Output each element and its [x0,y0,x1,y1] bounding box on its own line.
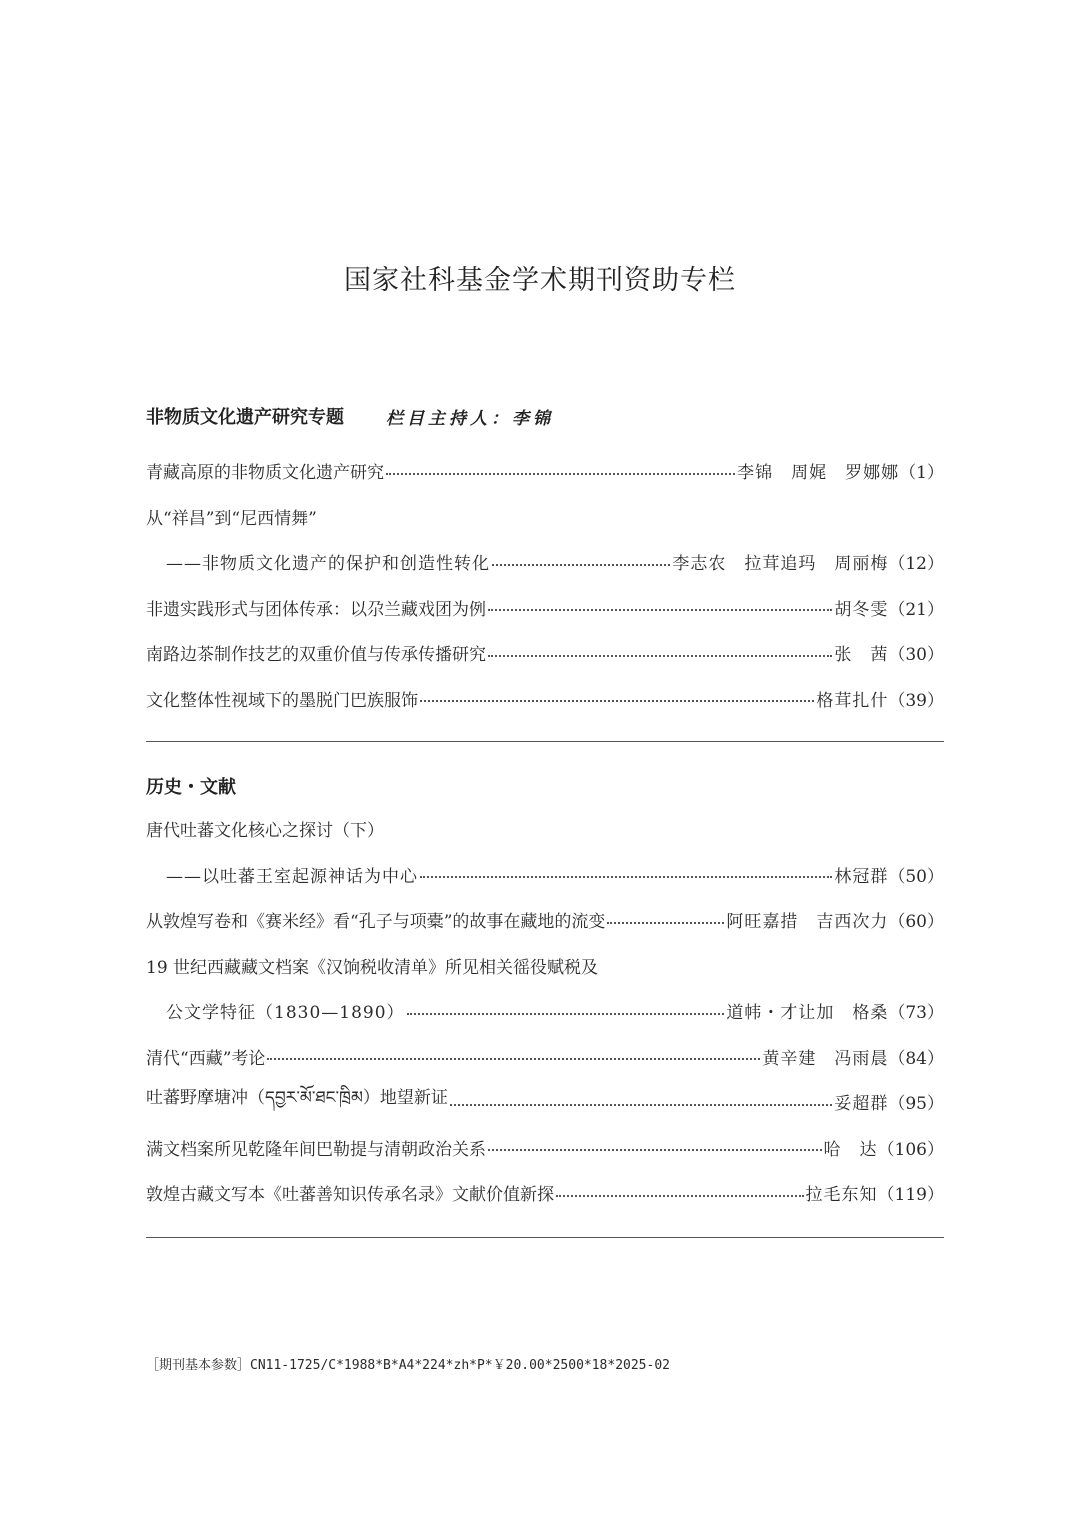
entry-title: 青藏高原的非物质文化遗产研究 [146,463,384,484]
dot-leader [488,655,832,657]
toc-entry-subtitle[interactable] [146,852,944,898]
section-heading-row [146,766,944,806]
toc-entry-subtitle[interactable] [146,539,944,585]
entry-title: 非遗实践形式与团体传承：以尕兰藏戏团为例 [146,599,486,620]
toc-entry[interactable] [146,1034,944,1080]
entry-authors: 道帏・才让加 格桑 [726,1003,889,1024]
entry-title: 敦煌古藏文写本《吐蕃善知识传承名录》文献价值新探 [146,1185,554,1206]
dot-leader [407,1013,725,1015]
toc-entry[interactable] [146,585,944,631]
toc-entry[interactable] [146,943,944,989]
dot-leader [450,1104,832,1106]
entry-title: 吐蕃野摩塘冲（དབྱར་མོ་ཐང་ཁྲིམ）地望新证 [146,1087,448,1108]
journal-parameters: ［期刊基本参数］CN11-1725/C*1988*B*A4*224*zh*P*￥20.00*2500*18*2025-02 [146,1358,670,1373]
entry-title: 19 世纪西藏藏文档案《汉饷税收清单》所见相关徭役赋税及 [146,957,599,978]
toc-entry[interactable] [146,494,944,540]
entry-title: 南路边茶制作技艺的双重价值与传承传播研究 [146,645,486,666]
dot-leader [488,1149,822,1151]
dot-leader [488,609,832,611]
section-heading-row [146,396,944,436]
entry-authors: 黄辛建 冯雨晨 [762,1048,889,1069]
dot-leader [267,1058,760,1060]
toc-entry[interactable] [146,448,944,494]
entry-title: 文化整体性视域下的墨脱门巴族服饰 [146,690,418,711]
dot-leader [492,564,670,566]
section-host: 栏目主持人：李锦 [386,408,554,429]
dot-leader [420,700,814,702]
toc-entry[interactable] [146,1170,944,1216]
entry-page: （119） [877,1185,944,1206]
entry-authors: 拉毛东知 [805,1185,878,1206]
section-divider [146,741,944,742]
entry-title: 清代“西藏”考论 [146,1048,266,1069]
entry-page: （106） [877,1139,944,1160]
section-divider [146,1237,944,1238]
entry-authors: 张 茜 [834,645,889,666]
dot-leader [420,876,832,878]
section-heading: 非物质文化遗产研究专题 [146,407,344,428]
dot-leader [556,1195,804,1197]
entry-page: （73） [888,1003,944,1024]
entry-page: （95） [888,1094,944,1115]
dot-leader [607,922,724,924]
section-intangible-heritage [146,396,944,721]
entry-authors: 格茸扎什 [816,690,889,711]
entry-title: ——非物质文化遗产的保护和创造性转化 [166,554,490,575]
entry-page: （30） [888,645,944,666]
section-history-documents [146,766,944,1216]
entry-page: （39） [888,690,944,711]
dot-leader [386,473,735,475]
toc-entry[interactable] [146,630,944,676]
entry-title: ——以吐蕃王室起源神话为中心 [166,866,418,887]
entry-title: 满文档案所见乾隆年间巴勒提与清朝政治关系 [146,1139,486,1160]
entry-title: 唐代吐蕃文化核心之探讨（下） [146,821,384,842]
toc-entry[interactable] [146,806,944,852]
entry-title: 从“祥昌”到“尼西情舞” [146,508,317,529]
entry-page: （50） [888,866,944,887]
entry-page: （21） [888,599,944,620]
entry-page: （12） [888,554,944,575]
entry-authors: 林冠群 [834,866,889,887]
section-heading: 历史・文献 [146,777,236,798]
entry-authors: 妥超群 [834,1094,889,1115]
toc-entry[interactable] [146,676,944,722]
toc-entry[interactable] [146,1079,944,1125]
entry-authors: 李志农 拉茸追玛 周丽梅 [672,554,889,575]
toc-entry-continuation[interactable] [146,988,944,1034]
entry-authors: 李锦 周娓 罗娜娜 [737,463,900,484]
page-title: 国家社科基金学术期刊资助专栏 [344,265,736,296]
entry-page: （1） [899,463,944,484]
entry-title: 从敦煌写卷和《赛米经》看“孔子与项橐”的故事在藏地的流变 [146,912,606,933]
entry-page: （60） [888,912,944,933]
toc-entry[interactable] [146,1125,944,1171]
entry-authors: 阿旺嘉措 吉西次力 [726,912,889,933]
entry-authors: 胡冬雯 [834,599,889,620]
toc-entry[interactable] [146,897,944,943]
entry-page: （84） [888,1048,944,1069]
entry-authors: 哈 达 [823,1139,878,1160]
entry-title: 公文学特征（1830—1890） [166,1003,405,1024]
